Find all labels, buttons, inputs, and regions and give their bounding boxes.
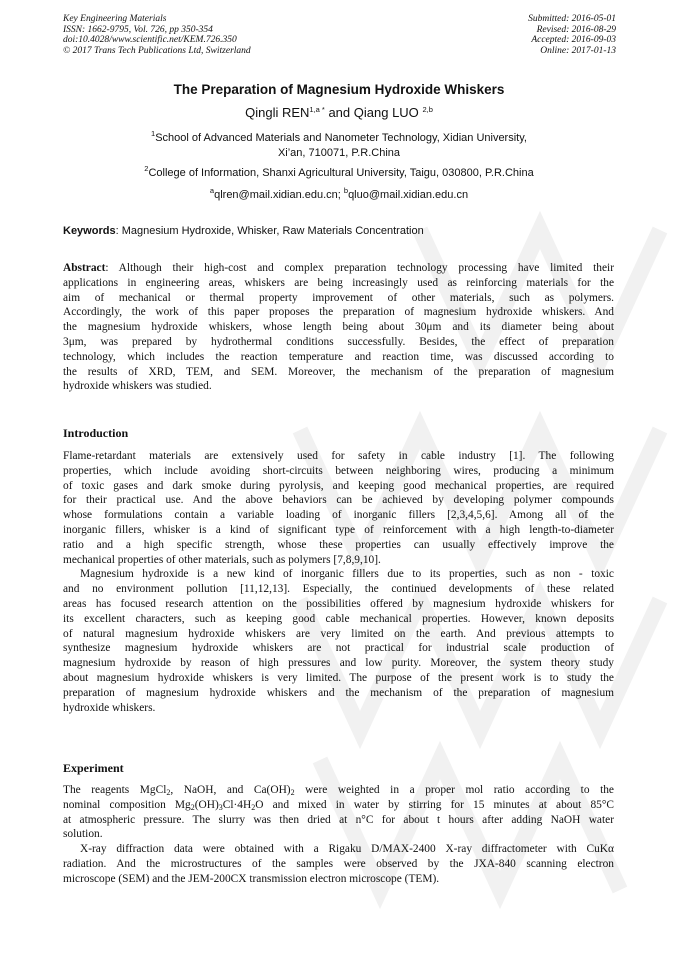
keywords-label: Keywords: [63, 225, 116, 237]
body-line: hydroxide whiskers.: [63, 701, 156, 714]
journal-name: Key Engineering Materials: [63, 14, 167, 24]
body-line: areas has focused research attention on the possibilities offered by magnesium hydroxide whiskers for: [63, 597, 614, 610]
abstract-label: Abstract: [63, 262, 106, 274]
journal-doi: doi:10.4028/www.scientific.net/KEM.726.350: [63, 35, 237, 46]
body-line: its excellent characters, such as keeping good cable mechanical properties. However, known deposits: [63, 612, 614, 625]
affiliation-number: 1: [151, 129, 156, 138]
introduction-body: [63, 449, 614, 715]
body-line: and no environment pollution [11,12,13]. Especially, the continued developments of these related: [63, 583, 614, 596]
body-line: microscope (SEM) and the JEM-200CX transmission electron microscope (TEM).: [63, 872, 440, 885]
body-line: nominal composition $Mg_2(OH)_3Cl\cdot 4H_2O$ and mixed in water by stirring for 15 minutes at about 85°C: [63, 798, 614, 812]
abstract-line: the magnesium hydroxide whiskers, whose length being about 30μm and its diameter being about: [63, 321, 614, 334]
body-line: radiation. And the microstructures of the samples were observed by the JXA-840 scanning electron: [63, 857, 614, 870]
journal-copyright: © 2017 Trans Tech Publications Ltd, Switzerland: [63, 45, 251, 56]
experiment-body: [63, 783, 614, 887]
publication-dates: [528, 14, 616, 56]
abstract: [63, 261, 614, 394]
affiliation-number: 2: [144, 164, 149, 173]
body-line: mechanical properties of other materials, such as polymers [7,8,9,10].: [63, 553, 381, 566]
body-line: inorganic fillers, whisker is a kind of significant type of reinforcement with a high length-to-diameter: [63, 523, 614, 536]
body-line: The reagents MgCl$_2$, NaOH, and $Ca(OH)_2$ were weighted in a proper mol ratio according to the: [63, 784, 614, 797]
abstract-line: 3μm, was prepared by hydrothermal conditions successfully. Besides, the effect of preparation: [63, 335, 614, 348]
email-superscript: b: [343, 186, 349, 195]
body-line: whose formulations contain a variable loading of inorganic fillers [2,3,4,5,6]. Among all of the: [63, 509, 614, 522]
author-conjunction: and: [324, 105, 354, 120]
body-line: about magnesium hydroxide whiskers is very limited. The purpose of the present work is to study the: [63, 671, 614, 684]
date-accepted: Accepted: 2016-09-03: [531, 35, 616, 46]
body-line: for their practical use. And the above behaviors can be achieved by developing polymer compounds: [63, 494, 614, 507]
body-line: Magnesium hydroxide is a new kind of inorganic fillers due to its properties, such as non - toxic: [80, 568, 614, 581]
author-superscript: 1,a *: [309, 105, 325, 114]
affiliation-2: [40, 164, 638, 179]
body-line: synthesize magnesium hydroxide whiskers are not practical for industrial scale production of: [63, 642, 614, 655]
body-line: preparation of magnesium hydroxide whiskers and the mechanism of the preparation of magnesium: [63, 686, 614, 699]
affiliation-text: Xi’an, 710071, P.R.China: [277, 147, 401, 159]
date-online: Online: 2017-01-13: [540, 45, 616, 56]
email-link[interactable]: qlren@mail.xidian.edu.cn;: [214, 189, 344, 201]
abstract-line: applications in engineering areas, whiskers are being increasingly used as reinforcing materials for the: [63, 276, 614, 289]
keywords: [63, 225, 424, 237]
body-line: properties, which include avoiding short-circuits between neighboring wires, producing a minimum: [63, 464, 614, 477]
body-line: solution.: [63, 828, 103, 841]
author-superscript: 2,b: [422, 105, 433, 114]
body-line: Flame-retardant materials are extensively used for safety in cable industry [1]. The following: [63, 450, 614, 462]
body-line: of toxic gases and dark smoke during pyrolysis, and keeping good mechanical properties, are required: [63, 479, 614, 492]
email-superscript: a: [209, 186, 215, 195]
keywords-text: : Magnesium Hydroxide, Whisker, Raw Materials Concentration: [115, 225, 424, 237]
section-heading-experiment: Experiment: [63, 761, 124, 775]
date-submitted: Submitted: 2016-05-01: [528, 14, 616, 24]
author-name: Qingli REN: [245, 105, 310, 120]
affiliation-text: School of Advanced Materials and Nanometer Technology, Xidian University,: [155, 132, 527, 144]
journal-info: [63, 14, 251, 56]
author-list: [40, 105, 638, 120]
abstract-line: aim of mechanical or thermal property improvement of other materials, such as polymers.: [63, 291, 614, 304]
journal-issn: ISSN: 1662-9795, Vol. 726, pp 350-354: [63, 24, 213, 35]
email-link[interactable]: qluo@mail.xidian.edu.cn: [348, 189, 469, 201]
body-line: X-ray diffraction data were obtained with a Rigaku D/MAX-2400 X-ray diffractometer with CuKα: [80, 843, 614, 856]
body-line: of natural magnesium hydroxide whiskers are very limited on the earth. And previous attempts to: [63, 627, 614, 640]
paper-title: The Preparation of Magnesium Hydroxide Whiskers: [173, 82, 505, 97]
abstract-line: the results of XRD, TEM, and SEM. Moreover, the mechanism of the preparation of magnesium: [63, 365, 614, 378]
author-name: Qiang LUO: [353, 105, 419, 120]
body-line: at atmospheric pressure. The slurry was then dried at n°C for about t hours after adding NaOH water: [63, 813, 614, 826]
abstract-line: technology, which includes the reaction temperature and reaction time, was discussed according to: [63, 350, 614, 363]
abstract-line: hydroxide whiskers was studied.: [63, 380, 212, 393]
body-line: ratio and a high specific strength, whose these properties can usually effectively improve the: [63, 538, 614, 551]
section-heading-introduction: Introduction: [63, 426, 129, 440]
affiliation-1: [40, 131, 638, 161]
abstract-line: : Although their high-cost and complex preparation technology processing have limited their: [105, 262, 614, 274]
date-revised: Revised: 2016-08-29: [536, 24, 616, 35]
abstract-line: Accordingly, the work of this paper proposes the preparation of magnesium hydroxide whiskers. And: [63, 306, 614, 319]
author-emails: [40, 186, 638, 201]
affiliation-text: College of Information, Shanxi Agricultural University, Taigu, 030800, P.R.China: [148, 167, 534, 179]
body-line: magnesium hydroxide by reason of high pressures and low purity. Moreover, the system theory study: [63, 657, 614, 670]
